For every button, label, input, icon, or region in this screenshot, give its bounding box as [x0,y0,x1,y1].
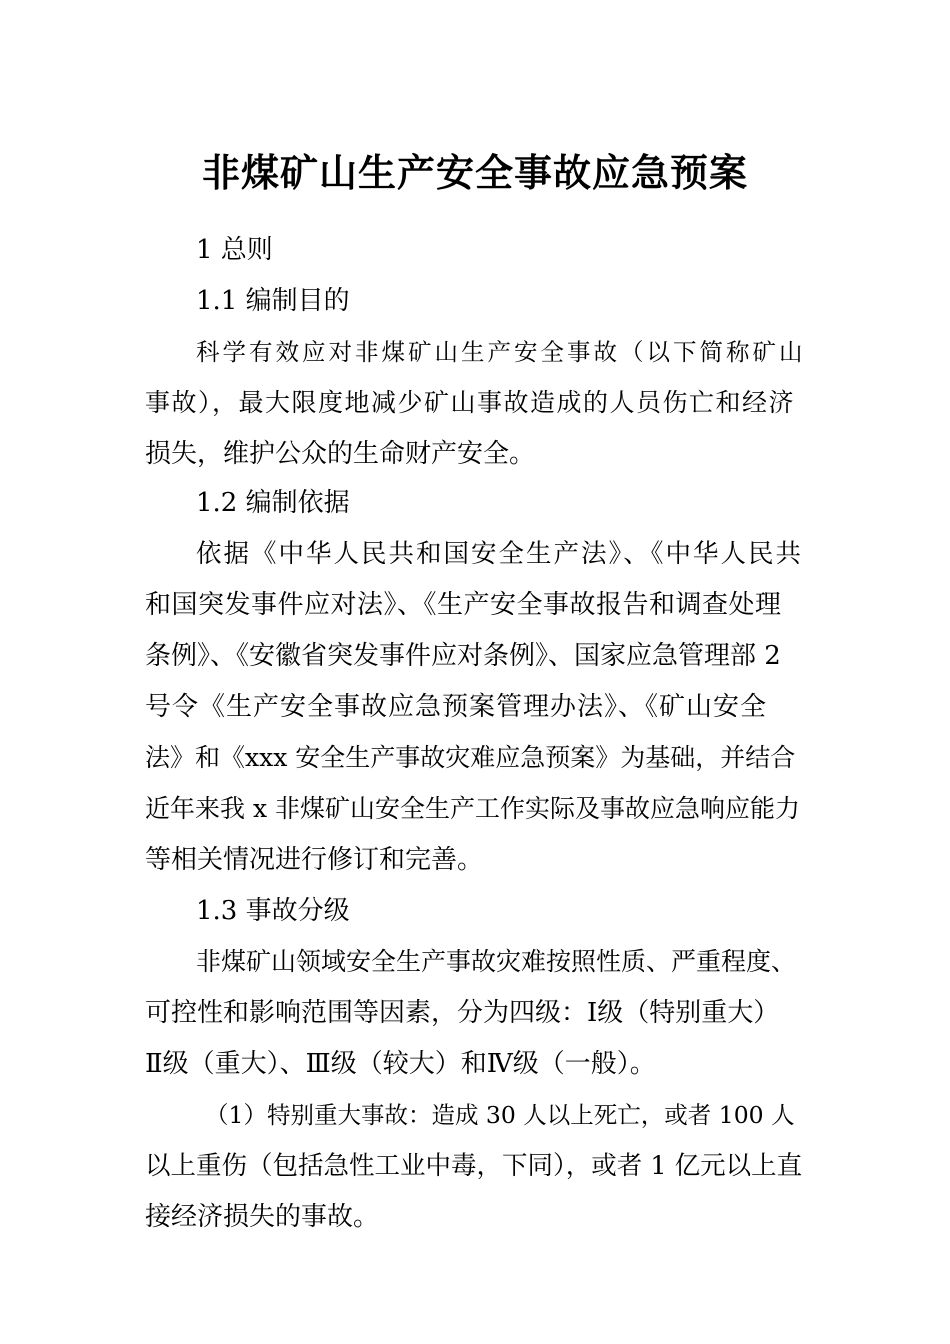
paragraph-line: 等相关情况进行修订和完善。 [145,845,484,875]
document-title: 非煤矿山生产安全事故应急预案 [201,151,748,195]
section-heading-1-3: 1.3 事故分级 [196,896,350,926]
paragraph-line: 接经济损失的事故。 [145,1202,380,1232]
paragraph-line: 和国突发事件应对法》、《生产安全事故报告和调查处理 [145,590,782,620]
paragraph-line: 近年来我 x 非煤矿山安全生产工作实际及事故应急响应能力 [145,794,800,823]
section-heading-1-1: 1.1 编制目的 [196,286,350,316]
paragraph-line: 法》和《xxx 安全生产事故灾难应急预案》为基础，并结合 [145,743,796,772]
paragraph-line: 以上重伤（包括急性工业中毒，下同），或者 1 亿元以上直 [145,1151,803,1181]
paragraph-line: 可控性和影响范围等因素，分为四级：Ⅰ级（特别重大） [145,998,780,1028]
section-heading-1: 1 总则 [196,235,273,265]
paragraph-line: （1）特别重大事故：造成 30 人以上死亡，或者 100 人 [205,1101,795,1129]
paragraph-line: 科学有效应对非煤矿山生产安全事故（以下简称矿山 [196,338,806,366]
section-heading-1-2: 1.2 编制依据 [196,488,350,518]
paragraph-line: Ⅱ级（重大）、Ⅲ级（较大）和Ⅳ级（一般）。 [145,1049,656,1079]
paragraph-line: 事故），最大限度地减少矿山事故造成的人员伤亡和经济 [145,388,796,417]
paragraph-line: 依据《中华人民共和国安全生产法》、《中华人民共 [196,539,804,569]
paragraph-line: 非煤矿山领域安全生产事故灾难按照性质、严重程度、 [196,947,797,976]
paragraph-line: 损失，维护公众的生命财产安全。 [145,439,536,469]
paragraph-line: 号令《生产安全事故应急预案管理办法》、《矿山安全 [145,692,768,722]
paragraph-line: 条例》、《安徽省突发事件应对条例》、国家应急管理部 2 [145,641,781,671]
